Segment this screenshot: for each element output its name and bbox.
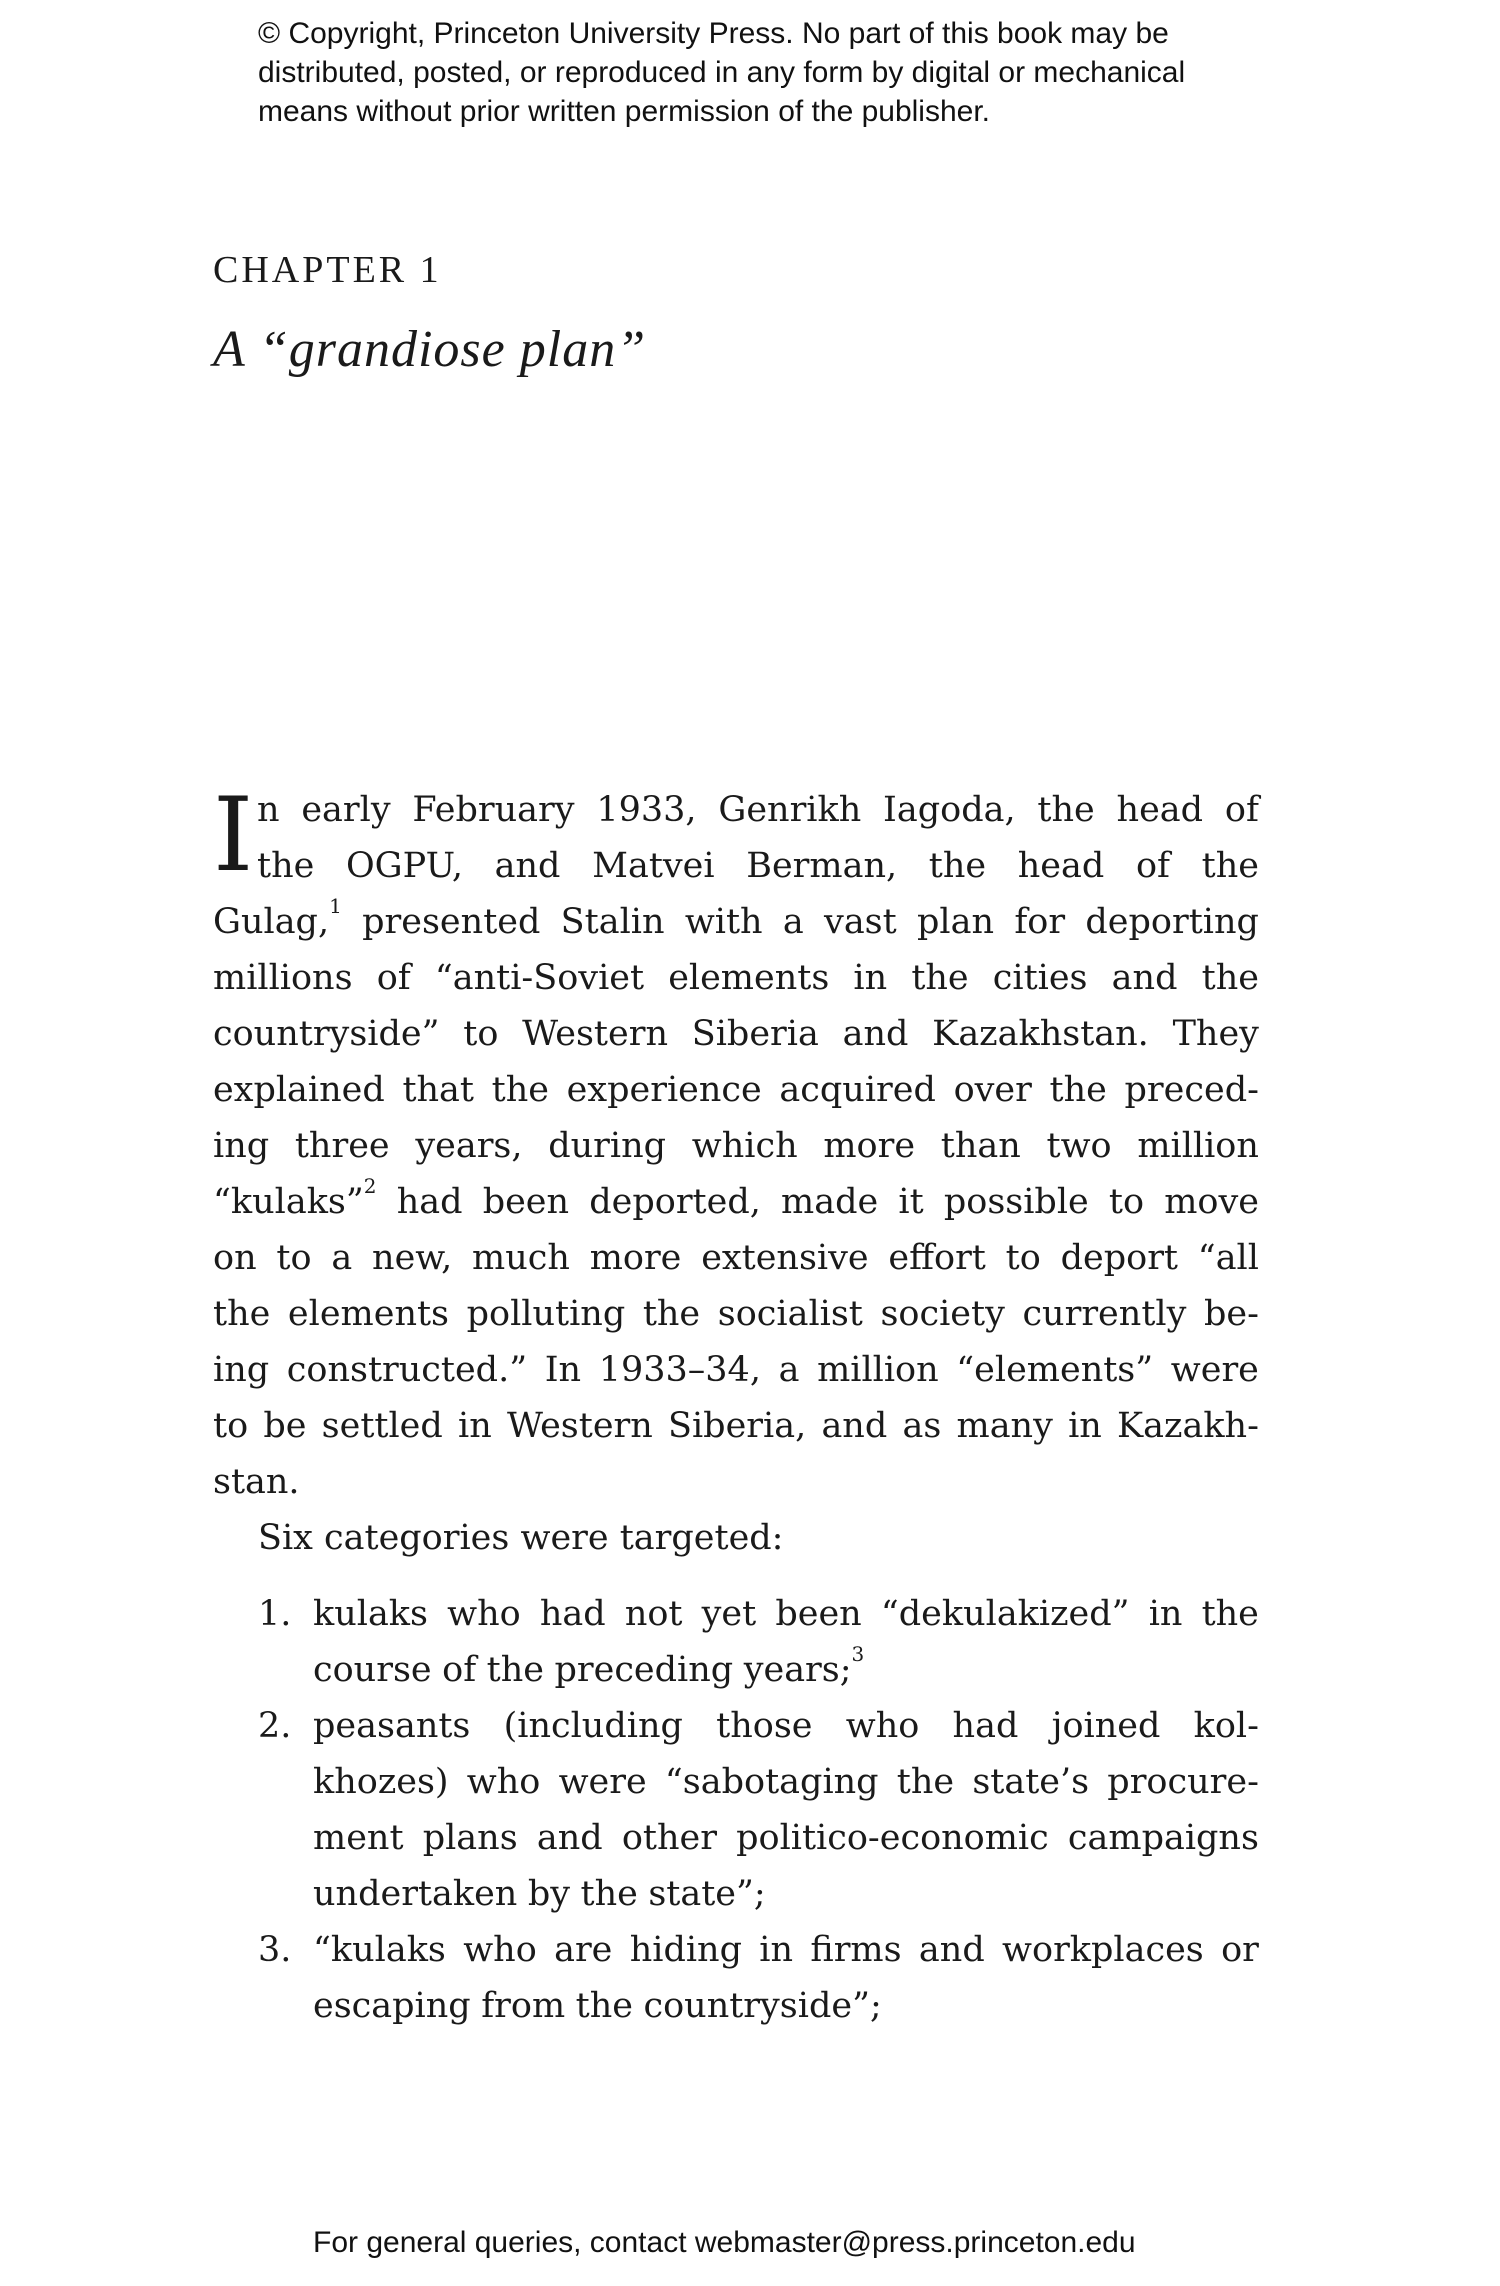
word: Siberia,: [668, 1406, 807, 1446]
word: to: [1108, 1182, 1145, 1222]
word: “sabotaging: [664, 1762, 879, 1802]
word: Stalin: [560, 902, 665, 942]
list-number: 1.: [258, 1594, 292, 1634]
word: yet: [701, 1594, 757, 1634]
word: “elements”: [956, 1350, 1154, 1390]
word: (including: [503, 1706, 683, 1746]
word: countryside”: [213, 1014, 440, 1054]
word: of: [1224, 790, 1259, 830]
word: society: [880, 1294, 1005, 1334]
word: 1933–34,: [598, 1350, 761, 1390]
text-line: [213, 1006, 1259, 1062]
word: head: [1116, 790, 1204, 830]
word: Gulag,$^1$: [213, 894, 342, 942]
word: move: [1164, 1182, 1259, 1222]
word: early: [301, 790, 391, 830]
word: a: [778, 1350, 800, 1390]
word: Matvei: [592, 846, 715, 886]
word: and: [536, 1818, 603, 1858]
word: in: [458, 1406, 492, 1446]
word: Siberia: [691, 1014, 819, 1054]
word: new,: [372, 1238, 453, 1278]
word: course: [313, 1650, 432, 1690]
word: more: [823, 1126, 916, 1166]
word: ing: [213, 1126, 270, 1166]
word: a: [782, 902, 804, 942]
word: who: [845, 1706, 920, 1746]
word: of: [1135, 846, 1170, 886]
word: on: [213, 1238, 257, 1278]
word: currently: [1022, 1294, 1187, 1334]
chapter-label: CHAPTER 1: [213, 249, 442, 291]
word: by: [527, 1874, 571, 1914]
text-line: [213, 1454, 1259, 1510]
word: and: [1111, 958, 1178, 998]
word: in: [1068, 1406, 1102, 1446]
word: over: [953, 1070, 1032, 1110]
word: Western: [522, 1014, 668, 1054]
word: joined: [1051, 1706, 1161, 1746]
word: to: [463, 1014, 499, 1054]
word: stan.: [213, 1462, 300, 1502]
word: the: [491, 1070, 549, 1110]
word: kol-: [1193, 1706, 1259, 1746]
word: effort: [888, 1238, 986, 1278]
word: plan: [917, 902, 995, 942]
list-item: [213, 1698, 1259, 1754]
word: Kazakhstan.: [932, 1014, 1149, 1054]
text-line: [213, 1754, 1259, 1810]
word: were: [558, 1762, 647, 1802]
copyright-line: distributed, posted, or reproduced in any form by digital or mechanical: [258, 56, 1186, 89]
word: the: [213, 1294, 271, 1334]
word: that: [402, 1070, 474, 1110]
word: cities: [992, 958, 1088, 998]
word: much: [472, 1238, 570, 1278]
footer-contact: For general queries, contact webmaster@press.princeton.edu: [313, 2226, 1136, 2259]
text-line: [213, 894, 1259, 950]
word: state”;: [648, 1874, 766, 1914]
list-item: [213, 1922, 1259, 1978]
word: and: [494, 846, 561, 886]
footnote-marker: 2: [363, 1174, 377, 1198]
word: elements: [668, 958, 830, 998]
word: state’s: [972, 1762, 1090, 1802]
word: and: [918, 1930, 985, 1970]
word: “all: [1197, 1238, 1259, 1278]
list-number: 2.: [258, 1706, 292, 1746]
footnote-marker: 1: [329, 894, 342, 918]
word: who: [466, 1762, 541, 1802]
word: countryside”;: [643, 1986, 882, 2026]
word: firms: [810, 1930, 902, 1970]
word: the: [1049, 1070, 1107, 1110]
word: “kulaks: [313, 1930, 446, 1970]
word: which: [691, 1126, 798, 1166]
word: “dekulakized”: [880, 1594, 1130, 1634]
word: had: [952, 1706, 1019, 1746]
word: to: [1005, 1238, 1041, 1278]
word: as: [902, 1406, 942, 1446]
word: for: [1014, 902, 1066, 942]
word: were: [1170, 1350, 1259, 1390]
copyright-notice: [258, 14, 1338, 131]
word: those: [716, 1706, 813, 1746]
text-line: [213, 1230, 1259, 1286]
word: from: [481, 1986, 566, 2026]
word: who: [463, 1930, 537, 1970]
word: it: [898, 1182, 924, 1222]
word: in: [759, 1930, 794, 1970]
word: the: [642, 1294, 701, 1334]
word: head: [1017, 846, 1105, 886]
text-line: [213, 1286, 1259, 1342]
word: are: [554, 1930, 613, 1970]
word: deporting: [1085, 902, 1259, 942]
word: three: [294, 1126, 390, 1166]
word: Genrikh: [718, 790, 862, 830]
copyright-line: © Copyright, Princeton University Press. No part of this book may be: [258, 17, 1169, 50]
word: the: [896, 1762, 955, 1802]
word: the: [1037, 790, 1095, 830]
paragraph-1: [213, 776, 1259, 1510]
word: the: [1201, 846, 1259, 886]
text-line: [213, 838, 1259, 894]
text-line: [213, 1978, 1259, 2034]
chapter-title: A “grandiose plan”: [213, 321, 647, 378]
word: millions: [213, 958, 353, 998]
word: of: [442, 1650, 477, 1690]
word: February: [412, 790, 575, 830]
word: years,: [415, 1126, 523, 1166]
word: presented: [362, 902, 541, 942]
word: constructed.”: [286, 1350, 528, 1390]
word: workplaces: [1002, 1930, 1204, 1970]
word: in: [1148, 1594, 1183, 1634]
word: who: [447, 1594, 521, 1634]
word: the: [1201, 1594, 1259, 1634]
word: “kulaks”$^2$: [213, 1174, 377, 1222]
word: socialist: [717, 1294, 863, 1334]
word: years;$^3$: [743, 1642, 865, 1690]
paragraph-2: [213, 1510, 1259, 1566]
word: in: [853, 958, 888, 998]
word: explained: [213, 1070, 385, 1110]
word: n: [257, 790, 280, 830]
body-text: [213, 776, 1259, 2034]
list-number: 3.: [258, 1930, 292, 1970]
word: many: [956, 1406, 1053, 1446]
word: more: [589, 1238, 682, 1278]
word: experience: [566, 1070, 762, 1110]
word: the: [928, 846, 987, 886]
word: to: [213, 1406, 249, 1446]
text-line: [213, 1810, 1259, 1866]
word: the: [1201, 958, 1259, 998]
word: 1933,: [596, 790, 697, 830]
word: and: [821, 1406, 888, 1446]
copyright-line: means without prior written permission of the publisher.: [258, 95, 991, 128]
word: Iagoda,: [883, 790, 1016, 830]
word: or: [1221, 1930, 1259, 1970]
word: the: [257, 846, 315, 886]
text-line: [213, 950, 1259, 1006]
word: the: [575, 1986, 633, 2026]
word: had: [539, 1594, 606, 1634]
word: undertaken: [313, 1874, 518, 1914]
word: escaping: [313, 1986, 471, 2026]
word: a: [331, 1238, 353, 1278]
drop-cap: I: [213, 776, 254, 895]
word: than: [940, 1126, 1021, 1166]
text-line: [213, 1342, 1259, 1398]
word: two: [1046, 1126, 1112, 1166]
text-line: [213, 1866, 1259, 1922]
text-line: [213, 1642, 1259, 1698]
word: million: [817, 1350, 939, 1390]
word: other: [621, 1818, 717, 1858]
word: khozes): [313, 1762, 449, 1802]
word: peasants: [313, 1706, 471, 1746]
word: OGPU,: [345, 846, 463, 886]
word: politico-economic: [736, 1818, 1049, 1858]
word: the: [486, 1650, 544, 1690]
word: vast: [824, 902, 897, 942]
word: be-: [1203, 1294, 1259, 1334]
word: kulaks: [313, 1594, 428, 1634]
word: during: [548, 1126, 667, 1166]
text-line: [313, 1586, 1259, 1642]
word: They: [1172, 1014, 1259, 1054]
word: the: [911, 958, 969, 998]
footnote-marker: 3: [851, 1642, 865, 1666]
list-item: [213, 1586, 1259, 1642]
word: hiding: [629, 1930, 742, 1970]
word: acquired: [779, 1070, 936, 1110]
word: procure-: [1107, 1762, 1259, 1802]
text-line: [213, 1174, 1259, 1230]
word: made: [781, 1182, 879, 1222]
word: been: [482, 1182, 570, 1222]
text-line: [213, 1062, 1259, 1118]
word: of: [376, 958, 411, 998]
numbered-list: [213, 1586, 1259, 2034]
word: ment: [313, 1818, 404, 1858]
word: elements: [287, 1294, 450, 1334]
word: polluting: [466, 1294, 626, 1334]
word: preced-: [1124, 1070, 1259, 1110]
word: be: [263, 1406, 307, 1446]
word: ing: [213, 1350, 270, 1390]
word: to: [276, 1238, 312, 1278]
word: been: [775, 1594, 862, 1634]
text-line: [313, 1698, 1259, 1754]
word: campaigns: [1067, 1818, 1259, 1858]
word: “anti-Soviet: [434, 958, 645, 998]
word: plans: [422, 1818, 518, 1858]
word: not: [624, 1594, 683, 1634]
word: possible: [943, 1182, 1089, 1222]
text-line: [313, 1922, 1259, 1978]
word: the: [580, 1874, 638, 1914]
word: and: [842, 1014, 909, 1054]
word: settled: [321, 1406, 443, 1446]
word: deported,: [589, 1182, 761, 1222]
word: Berman,: [746, 846, 898, 886]
word: extensive: [701, 1238, 869, 1278]
word: In: [544, 1350, 582, 1390]
word: million: [1137, 1126, 1259, 1166]
text-line: [213, 1398, 1259, 1454]
word: had: [396, 1182, 463, 1222]
word: deport: [1060, 1238, 1178, 1278]
word: with: [684, 902, 763, 942]
paragraph-2-text: Six categories were targeted:: [258, 1518, 784, 1558]
word: preceding: [554, 1650, 734, 1690]
text-line: [213, 1118, 1259, 1174]
word: Western: [506, 1406, 653, 1446]
word: Kazakh-: [1117, 1406, 1259, 1446]
